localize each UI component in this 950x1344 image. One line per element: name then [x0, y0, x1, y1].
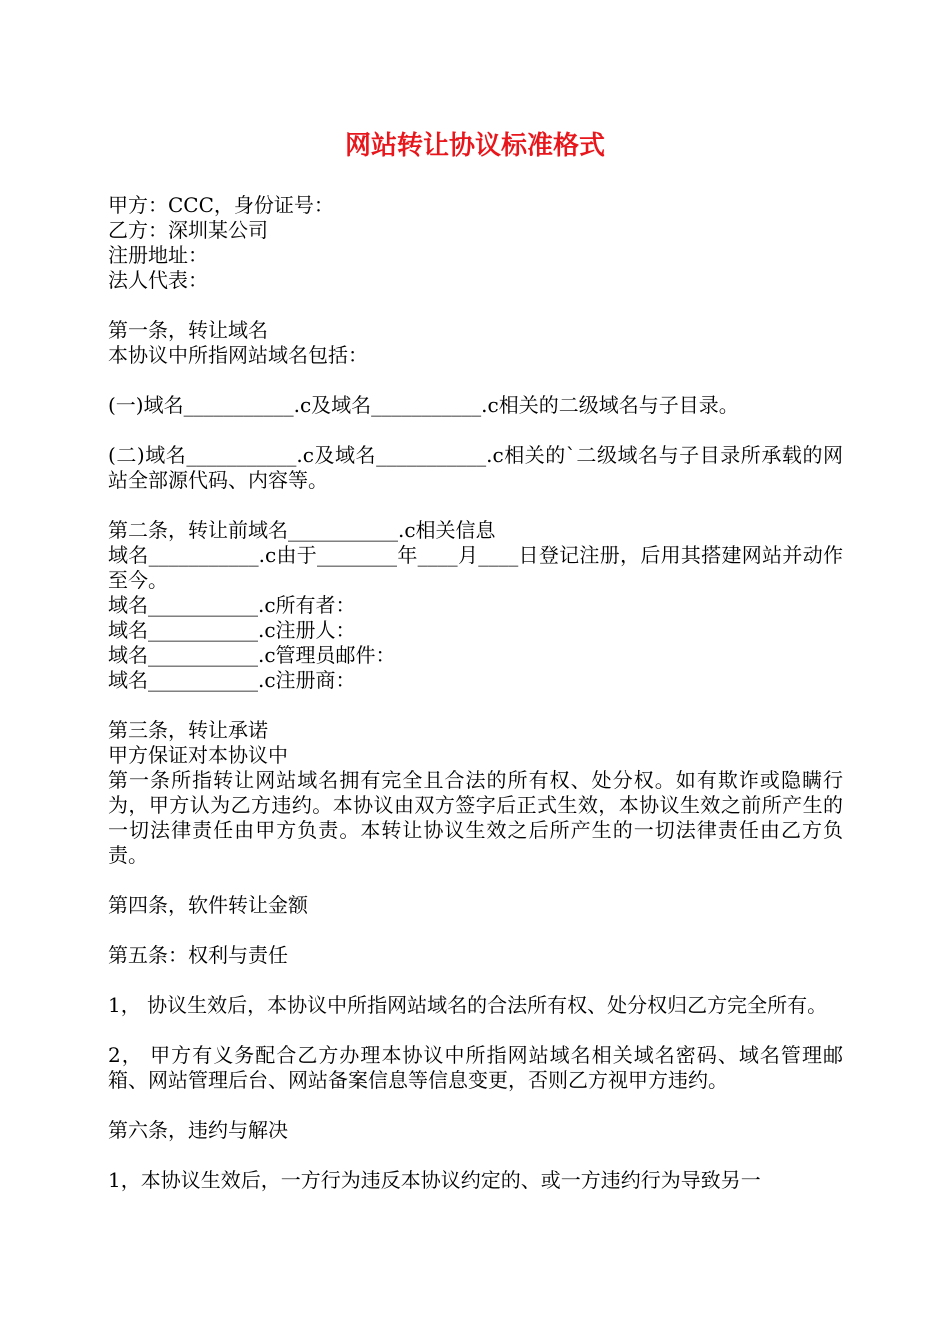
article3-heading: 第三条，转让承诺 [108, 718, 268, 742]
spacer [108, 418, 843, 443]
spacer [108, 693, 843, 718]
article2-heading: 第二条，转让前域名___________.c相关信息 [108, 518, 496, 542]
article2-registration: 域名___________.c由于________年____月____日登记注册，后用其搭建网站并动作至今。 [108, 543, 843, 592]
article2-owner: 域名___________.c所有者： [108, 593, 356, 617]
party-b-line: 乙方：深圳某公司 [108, 218, 268, 242]
article6-heading: 第六条，违约与解决 [108, 1118, 288, 1142]
registered-address-line: 注册地址： [108, 243, 208, 267]
article2-registrar: 域名___________.c注册商： [108, 668, 356, 692]
article1-heading: 第一条，转让域名 [108, 318, 268, 342]
article5-heading: 第五条：权利与责任 [108, 943, 288, 967]
document-title: 网站转让协议标准格式 [344, 131, 605, 161]
legal-representative-line: 法人代表： [108, 268, 208, 292]
spacer [108, 493, 843, 518]
spacer [108, 1093, 843, 1118]
spacer [108, 1143, 843, 1168]
article3-line1: 甲方保证对本协议中 [108, 743, 288, 767]
document-body [108, 193, 843, 1193]
spacer [108, 1018, 843, 1043]
article1-item1: (一)域名___________.c及域名___________.c相关的二级域名与子目录。 [108, 393, 739, 417]
article1-item2: (二)域名___________.c及域名___________.c相关的`二级域名与子目录所承载的网站全部源代码、内容等。 [108, 443, 843, 492]
article2-admin-email: 域名___________.c管理员邮件： [108, 643, 396, 667]
article4-heading: 第四条，软件转让金额 [108, 893, 308, 917]
article1-intro: 本协议中所指网站域名包括： [108, 343, 368, 367]
article5-item2: 2， 甲方有义务配合乙方办理本协议中所指网站域名相关域名密码、域名管理邮箱、网站管理后台、网站备案信息等信息变更，否则乙方视甲方违约。 [108, 1043, 843, 1092]
spacer [108, 868, 843, 893]
spacer [108, 918, 843, 943]
article5-item1: 1， 协议生效后，本协议中所指网站域名的合法所有权、处分权归乙方完全所有。 [108, 993, 828, 1017]
spacer [108, 368, 843, 393]
article6-item1: 1，本协议生效后，一方行为违反本协议约定的、或一方违约行为导致另一 [108, 1168, 761, 1192]
spacer [108, 293, 843, 318]
article3-paragraph: 第一条所指转让网站域名拥有完全且合法的所有权、处分权。如有欺诈或隐瞒行为，甲方认为乙方违约。本协议由双方签字后正式生效，本协议生效之前所产生的一切法律责任由甲方负责。本转让协议生效之后所产生的一切法律责任由乙方负责。 [108, 768, 843, 867]
party-a-line: 甲方：CCC，身份证号： [108, 193, 334, 217]
spacer [108, 968, 843, 993]
article2-registrant: 域名___________.c注册人： [108, 618, 356, 642]
